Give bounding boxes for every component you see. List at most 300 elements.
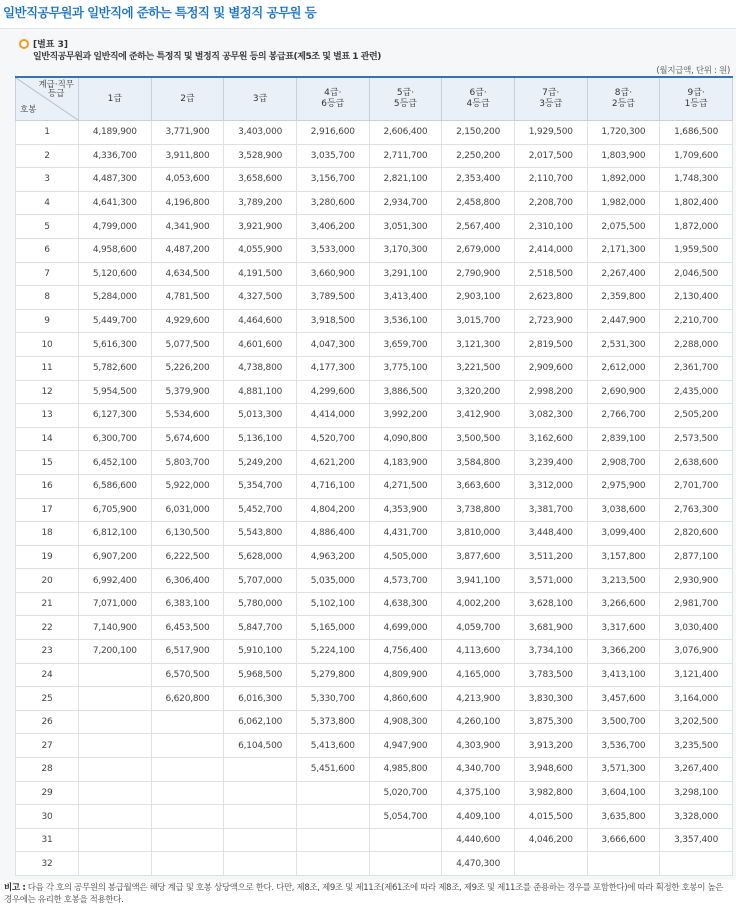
salary-cell: 3,536,100 <box>369 309 442 333</box>
salary-cell: 3,738,800 <box>442 498 515 522</box>
salary-cell: 4,470,300 <box>442 852 515 876</box>
salary-cell: 5,616,300 <box>79 333 152 357</box>
salary-cell <box>296 828 369 852</box>
salary-cell: 3,082,300 <box>514 404 587 428</box>
salary-cell: 3,771,900 <box>151 121 224 145</box>
salary-cell: 4,341,900 <box>151 215 224 239</box>
header-row <box>16 77 733 121</box>
corner-grade-label <box>38 81 74 99</box>
footnote-label: 비고 : <box>4 883 26 893</box>
step-number-cell: 18 <box>16 522 79 546</box>
salary-cell: 3,267,400 <box>660 758 733 782</box>
column-header <box>151 77 224 121</box>
salary-cell: 2,573,500 <box>660 427 733 451</box>
salary-cell: 4,601,600 <box>224 333 297 357</box>
salary-cell: 3,511,200 <box>514 545 587 569</box>
salary-table <box>15 76 733 876</box>
salary-cell: 6,127,300 <box>79 404 152 428</box>
column-header-line1: 9급· <box>687 88 705 98</box>
salary-cell: 3,628,100 <box>514 592 587 616</box>
salary-cell: 4,375,100 <box>442 781 515 805</box>
salary-cell: 3,413,100 <box>587 663 660 687</box>
salary-cell: 3,911,800 <box>151 144 224 168</box>
salary-cell: 3,789,200 <box>224 191 297 215</box>
salary-cell: 2,210,700 <box>660 309 733 333</box>
table-row <box>16 758 733 782</box>
salary-cell: 2,820,600 <box>660 522 733 546</box>
table-row <box>16 734 733 758</box>
salary-cell: 3,992,200 <box>369 404 442 428</box>
salary-cell: 4,505,000 <box>369 545 442 569</box>
salary-cell: 2,766,700 <box>587 404 660 428</box>
step-number-cell: 30 <box>16 805 79 829</box>
column-header <box>442 77 515 121</box>
column-header-line1: 3급 <box>252 93 268 104</box>
salary-cell: 3,412,900 <box>442 404 515 428</box>
salary-cell: 2,567,400 <box>442 215 515 239</box>
salary-cell: 4,431,700 <box>369 522 442 546</box>
salary-cell: 4,947,900 <box>369 734 442 758</box>
salary-cell: 3,213,500 <box>587 569 660 593</box>
salary-cell: 3,666,600 <box>587 828 660 852</box>
salary-cell: 4,860,600 <box>369 687 442 711</box>
salary-cell <box>79 710 152 734</box>
salary-cell: 3,789,500 <box>296 286 369 310</box>
salary-cell: 1,892,000 <box>587 168 660 192</box>
salary-cell: 3,528,900 <box>224 144 297 168</box>
salary-cell <box>660 852 733 876</box>
salary-cell: 2,975,900 <box>587 474 660 498</box>
salary-cell: 2,017,500 <box>514 144 587 168</box>
salary-cell <box>224 758 297 782</box>
bullet-circle-icon <box>19 39 29 49</box>
table-row <box>16 238 733 262</box>
salary-cell <box>296 781 369 805</box>
column-header <box>369 77 442 121</box>
salary-cell: 4,908,300 <box>369 710 442 734</box>
salary-cell: 3,457,600 <box>587 687 660 711</box>
salary-cell: 4,414,000 <box>296 404 369 428</box>
table-row <box>16 498 733 522</box>
step-number-cell: 28 <box>16 758 79 782</box>
salary-cell: 3,035,700 <box>296 144 369 168</box>
salary-cell: 2,877,100 <box>660 545 733 569</box>
salary-cell: 5,102,100 <box>296 592 369 616</box>
salary-cell: 3,533,000 <box>296 238 369 262</box>
salary-cell: 2,821,100 <box>369 168 442 192</box>
salary-cell: 2,723,900 <box>514 309 587 333</box>
salary-cell: 3,121,300 <box>442 333 515 357</box>
salary-cell: 2,790,900 <box>442 262 515 286</box>
salary-cell <box>587 852 660 876</box>
table-row <box>16 168 733 192</box>
salary-cell: 3,320,200 <box>442 380 515 404</box>
salary-cell: 2,679,000 <box>442 238 515 262</box>
table-row <box>16 616 733 640</box>
salary-cell: 5,013,300 <box>224 404 297 428</box>
salary-cell: 5,847,700 <box>224 616 297 640</box>
salary-cell <box>224 828 297 852</box>
salary-cell: 1,959,500 <box>660 238 733 262</box>
salary-cell: 5,284,000 <box>79 286 152 310</box>
salary-cell <box>151 734 224 758</box>
salary-cell: 3,381,700 <box>514 498 587 522</box>
annex-label: [별표 3] <box>33 40 69 50</box>
salary-cell: 5,165,000 <box>296 616 369 640</box>
salary-cell: 3,948,600 <box>514 758 587 782</box>
salary-cell <box>151 781 224 805</box>
column-header-line1: 1급 <box>107 93 123 104</box>
salary-cell: 3,157,800 <box>587 545 660 569</box>
step-number-cell: 8 <box>16 286 79 310</box>
salary-cell: 4,303,900 <box>442 734 515 758</box>
salary-cell: 5,279,800 <box>296 663 369 687</box>
column-header-line2: 1등급 <box>684 99 708 109</box>
salary-cell <box>224 805 297 829</box>
salary-cell: 4,464,600 <box>224 309 297 333</box>
salary-cell: 5,452,700 <box>224 498 297 522</box>
salary-cell: 2,711,700 <box>369 144 442 168</box>
salary-cell: 3,164,000 <box>660 687 733 711</box>
salary-cell: 3,291,100 <box>369 262 442 286</box>
table-row <box>16 451 733 475</box>
salary-cell: 1,929,500 <box>514 121 587 145</box>
salary-cell: 3,403,000 <box>224 121 297 145</box>
salary-cell <box>151 758 224 782</box>
salary-cell: 5,226,200 <box>151 356 224 380</box>
salary-cell: 3,918,500 <box>296 309 369 333</box>
salary-cell: 4,487,200 <box>151 238 224 262</box>
salary-cell: 2,171,300 <box>587 238 660 262</box>
salary-cell: 3,500,500 <box>442 427 515 451</box>
salary-cell: 5,543,800 <box>224 522 297 546</box>
table-row <box>16 828 733 852</box>
salary-cell: 1,982,000 <box>587 191 660 215</box>
salary-cell: 4,055,900 <box>224 238 297 262</box>
salary-cell: 3,312,000 <box>514 474 587 498</box>
step-number-cell: 12 <box>16 380 79 404</box>
salary-cell: 2,934,700 <box>369 191 442 215</box>
salary-cell: 5,136,100 <box>224 427 297 451</box>
salary-cell: 6,383,100 <box>151 592 224 616</box>
step-number-cell: 15 <box>16 451 79 475</box>
salary-cell: 4,440,600 <box>442 828 515 852</box>
step-number-cell: 2 <box>16 144 79 168</box>
salary-cell: 4,059,700 <box>442 616 515 640</box>
salary-cell: 4,015,500 <box>514 805 587 829</box>
table-row <box>16 427 733 451</box>
salary-cell <box>79 687 152 711</box>
salary-cell: 3,030,400 <box>660 616 733 640</box>
salary-cell: 4,520,700 <box>296 427 369 451</box>
salary-cell <box>224 781 297 805</box>
salary-cell: 3,681,900 <box>514 616 587 640</box>
step-number-cell: 26 <box>16 710 79 734</box>
table-row <box>16 569 733 593</box>
salary-cell: 4,271,500 <box>369 474 442 498</box>
salary-cell <box>79 663 152 687</box>
column-header-line2: 3등급 <box>539 99 563 109</box>
salary-cell: 3,357,400 <box>660 828 733 852</box>
salary-cell: 4,047,300 <box>296 333 369 357</box>
salary-cell: 2,606,400 <box>369 121 442 145</box>
salary-cell: 4,621,200 <box>296 451 369 475</box>
salary-cell: 3,076,900 <box>660 640 733 664</box>
salary-cell <box>296 852 369 876</box>
salary-cell: 5,674,600 <box>151 427 224 451</box>
salary-cell: 6,016,300 <box>224 687 297 711</box>
salary-cell: 5,803,700 <box>151 451 224 475</box>
salary-cell: 2,518,500 <box>514 262 587 286</box>
salary-cell: 3,413,400 <box>369 286 442 310</box>
salary-cell: 2,150,200 <box>442 121 515 145</box>
salary-cell: 4,191,500 <box>224 262 297 286</box>
salary-cell: 6,104,500 <box>224 734 297 758</box>
salary-cell: 3,783,500 <box>514 663 587 687</box>
salary-cell: 2,531,300 <box>587 333 660 357</box>
salary-cell: 3,448,400 <box>514 522 587 546</box>
salary-cell: 5,534,600 <box>151 404 224 428</box>
salary-cell: 7,071,000 <box>79 592 152 616</box>
column-header <box>660 77 733 121</box>
salary-cell: 4,353,900 <box>369 498 442 522</box>
salary-cell: 2,310,100 <box>514 215 587 239</box>
unit-note: (월지급액, 단위 : 원) <box>656 66 730 76</box>
table-row <box>16 640 733 664</box>
salary-cell: 3,015,700 <box>442 309 515 333</box>
header-corner-cell <box>16 77 79 121</box>
salary-cell: 3,921,900 <box>224 215 297 239</box>
step-number-cell: 6 <box>16 238 79 262</box>
salary-cell: 3,536,700 <box>587 734 660 758</box>
salary-cell: 4,809,900 <box>369 663 442 687</box>
salary-cell: 4,929,600 <box>151 309 224 333</box>
salary-cell <box>79 828 152 852</box>
salary-cell: 3,830,300 <box>514 687 587 711</box>
step-number-cell: 4 <box>16 191 79 215</box>
salary-cell: 1,803,900 <box>587 144 660 168</box>
table-row <box>16 286 733 310</box>
salary-cell: 6,452,100 <box>79 451 152 475</box>
salary-cell: 5,120,600 <box>79 262 152 286</box>
salary-cell: 4,634,500 <box>151 262 224 286</box>
salary-cell <box>151 852 224 876</box>
salary-cell: 3,875,300 <box>514 710 587 734</box>
salary-cell: 4,985,800 <box>369 758 442 782</box>
salary-cell: 3,982,800 <box>514 781 587 805</box>
page-title: 일반직공무원과 일반직에 준하는 특정직 및 별정직 공무원 등 <box>3 5 317 20</box>
step-number-cell: 24 <box>16 663 79 687</box>
salary-cell: 5,224,100 <box>296 640 369 664</box>
salary-cell: 2,110,700 <box>514 168 587 192</box>
salary-cell: 6,586,600 <box>79 474 152 498</box>
salary-cell: 3,658,600 <box>224 168 297 192</box>
salary-cell: 4,327,500 <box>224 286 297 310</box>
column-header-line2: 6등급 <box>321 99 345 109</box>
salary-cell: 4,963,200 <box>296 545 369 569</box>
table-row <box>16 805 733 829</box>
table-row <box>16 687 733 711</box>
salary-cell: 2,250,200 <box>442 144 515 168</box>
salary-cell: 2,046,500 <box>660 262 733 286</box>
salary-cell: 5,020,700 <box>369 781 442 805</box>
step-number-cell: 9 <box>16 309 79 333</box>
salary-cell: 3,239,400 <box>514 451 587 475</box>
step-number-cell: 1 <box>16 121 79 145</box>
step-number-cell: 27 <box>16 734 79 758</box>
salary-cell: 4,716,100 <box>296 474 369 498</box>
salary-cell: 2,435,000 <box>660 380 733 404</box>
table-caption: 일반직공무원과 일반직에 준하는 특정직 및 별정직 공무원 등의 봉급표(제5조 및 별표 1 관련) <box>33 52 381 62</box>
salary-cell: 7,200,100 <box>79 640 152 664</box>
salary-cell: 1,686,500 <box>660 121 733 145</box>
salary-cell: 3,734,100 <box>514 640 587 664</box>
step-number-cell: 13 <box>16 404 79 428</box>
salary-cell: 4,299,600 <box>296 380 369 404</box>
salary-cell: 2,763,300 <box>660 498 733 522</box>
salary-cell: 3,038,600 <box>587 498 660 522</box>
salary-cell: 5,373,800 <box>296 710 369 734</box>
salary-cell: 3,663,600 <box>442 474 515 498</box>
step-number-cell: 16 <box>16 474 79 498</box>
step-number-cell: 3 <box>16 168 79 192</box>
step-number-cell: 29 <box>16 781 79 805</box>
salary-cell: 2,690,900 <box>587 380 660 404</box>
step-number-cell: 32 <box>16 852 79 876</box>
salary-cell <box>514 852 587 876</box>
table-row <box>16 404 733 428</box>
salary-cell: 3,121,400 <box>660 663 733 687</box>
column-header-line1: 2급 <box>180 93 195 104</box>
salary-cell: 1,872,000 <box>660 215 733 239</box>
salary-cell: 3,886,500 <box>369 380 442 404</box>
salary-cell: 4,336,700 <box>79 144 152 168</box>
salary-cell: 5,379,900 <box>151 380 224 404</box>
salary-cell: 3,221,500 <box>442 356 515 380</box>
salary-cell: 1,748,300 <box>660 168 733 192</box>
table-row <box>16 522 733 546</box>
salary-cell: 4,002,200 <box>442 592 515 616</box>
salary-cell: 6,570,500 <box>151 663 224 687</box>
salary-cell: 6,620,800 <box>151 687 224 711</box>
step-number-cell: 23 <box>16 640 79 664</box>
step-number-cell: 19 <box>16 545 79 569</box>
corner-step-label: 호봉 <box>20 105 37 115</box>
salary-cell: 7,140,900 <box>79 616 152 640</box>
salary-cell <box>79 781 152 805</box>
salary-cell: 3,877,600 <box>442 545 515 569</box>
salary-cell: 2,916,600 <box>296 121 369 145</box>
salary-cell: 2,998,200 <box>514 380 587 404</box>
salary-cell: 4,213,900 <box>442 687 515 711</box>
salary-cell: 6,306,400 <box>151 569 224 593</box>
salary-cell <box>151 805 224 829</box>
step-number-cell: 21 <box>16 592 79 616</box>
salary-cell: 5,451,600 <box>296 758 369 782</box>
salary-cell: 4,090,800 <box>369 427 442 451</box>
column-header-line2: 5등급 <box>393 99 418 109</box>
salary-cell: 6,062,100 <box>224 710 297 734</box>
table-row <box>16 663 733 687</box>
salary-cell: 2,701,700 <box>660 474 733 498</box>
salary-cell: 5,054,700 <box>369 805 442 829</box>
salary-cell: 5,413,600 <box>296 734 369 758</box>
salary-cell: 3,775,100 <box>369 356 442 380</box>
salary-cell: 6,907,200 <box>79 545 152 569</box>
step-number-cell: 5 <box>16 215 79 239</box>
footnote-text: 다음 각 호의 공무원의 봉급월액은 해당 계급 및 호봉 상당액으로 한다. 다만, 제8조, 제9조 및 제11조(제61조에 따라 제8조, 제9조 및 제11조를 준용하는 경우를 포함한다)에 따라 획정한 호봉이 높은 경우에는 유리한 호봉을 적용한다. <box>4 883 724 905</box>
step-number-cell: 25 <box>16 687 79 711</box>
table-row <box>16 356 733 380</box>
table-body <box>16 121 733 876</box>
salary-cell: 3,584,800 <box>442 451 515 475</box>
salary-cell: 2,505,200 <box>660 404 733 428</box>
salary-cell: 4,196,800 <box>151 191 224 215</box>
table-row <box>16 121 733 145</box>
salary-cell: 4,260,100 <box>442 710 515 734</box>
salary-cell: 5,910,100 <box>224 640 297 664</box>
footnote <box>4 882 732 906</box>
salary-cell <box>369 828 442 852</box>
salary-cell: 2,359,800 <box>587 286 660 310</box>
salary-cell: 5,782,600 <box>79 356 152 380</box>
salary-cell: 5,077,500 <box>151 333 224 357</box>
salary-cell: 3,280,600 <box>296 191 369 215</box>
step-number-cell: 10 <box>16 333 79 357</box>
salary-cell: 2,208,700 <box>514 191 587 215</box>
column-header <box>224 77 297 121</box>
salary-cell: 4,886,400 <box>296 522 369 546</box>
salary-cell: 3,202,500 <box>660 710 733 734</box>
salary-cell: 5,954,500 <box>79 380 152 404</box>
column-header-line1: 4급· <box>324 88 342 98</box>
salary-cell: 2,819,500 <box>514 333 587 357</box>
salary-cell: 3,170,300 <box>369 238 442 262</box>
salary-cell: 6,705,900 <box>79 498 152 522</box>
column-header-line1: 6급· <box>469 88 487 98</box>
salary-cell: 5,628,000 <box>224 545 297 569</box>
salary-cell: 3,051,300 <box>369 215 442 239</box>
salary-cell: 2,414,000 <box>514 238 587 262</box>
salary-cell: 5,707,000 <box>224 569 297 593</box>
salary-cell: 4,183,900 <box>369 451 442 475</box>
salary-cell: 6,130,500 <box>151 522 224 546</box>
salary-cell: 4,113,600 <box>442 640 515 664</box>
salary-cell <box>79 758 152 782</box>
column-header <box>514 77 587 121</box>
column-header-line1: 7급· <box>542 88 560 98</box>
salary-cell: 3,266,600 <box>587 592 660 616</box>
salary-cell: 1,802,400 <box>660 191 733 215</box>
column-header <box>79 77 152 121</box>
salary-cell: 3,366,200 <box>587 640 660 664</box>
table-row <box>16 309 733 333</box>
salary-cell: 4,053,600 <box>151 168 224 192</box>
column-header-line2: 4등급 <box>466 99 490 109</box>
salary-cell: 4,699,000 <box>369 616 442 640</box>
salary-cell: 3,500,700 <box>587 710 660 734</box>
salary-cell: 5,354,700 <box>224 474 297 498</box>
salary-cell: 3,235,500 <box>660 734 733 758</box>
salary-cell: 4,638,300 <box>369 592 442 616</box>
salary-cell <box>151 828 224 852</box>
salary-cell: 4,487,300 <box>79 168 152 192</box>
corner-grade-line1: 계급·직무 <box>38 80 74 90</box>
table-row <box>16 781 733 805</box>
salary-cell: 3,571,000 <box>514 569 587 593</box>
salary-cell <box>224 852 297 876</box>
salary-cell <box>151 710 224 734</box>
